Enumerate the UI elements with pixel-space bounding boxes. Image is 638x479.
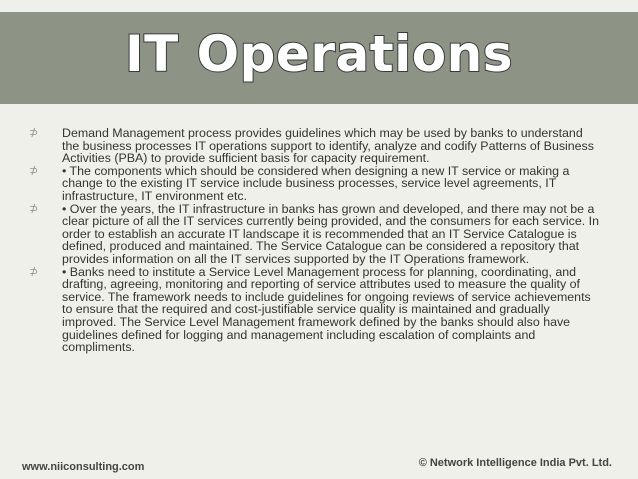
bullet-text: • Over the years, the IT infrastructure in banks has grown and developed, and there may not be a clear picture of all the IT services currently being provided, and the consumers for each service. In order to establish an accurate IT landscape it is recommended that an IT Service Catalogue is defined, produced and maintained. The Service Catalogue can be considered a repository that provides information on all the IT services supported by the IT Operations framework. [62, 201, 599, 266]
ornament-bullet-icon: ⊅ [29, 265, 39, 278]
ornament-bullet-icon: ⊅ [29, 164, 39, 177]
bullet-item [24, 266, 599, 354]
bullet-item [24, 203, 599, 266]
bullet-text: • The components which should be considered when designing a new IT service or making a change to the existing IT service include business processes, service level agreements, IT infrastructure, IT environment etc. [62, 163, 570, 203]
ornament-bullet-icon: ⊅ [29, 202, 39, 215]
bullet-text: • Banks need to institute a Service Level Management process for planning, coordinating, and drafting, agreeing, monitoring and reporting of service attributes used to measure the quality of service. The framework needs to include guidelines for ongoing reviews of service achievements to ensure that the required and cost-justifiable service quality is maintained and gradually improved. The Service Level Management framework defined by the banks should also have guidelines defined for logging and management including escalation of complaints and compliments. [62, 264, 591, 355]
footer-copyright: © Network Intelligence India Pvt. Ltd. [418, 457, 612, 469]
bullet-item [24, 127, 599, 165]
footer-website: www.niiconsulting.com [22, 461, 145, 473]
bullet-text: Demand Management process provides guidelines which may be used by banks to understand the business processes IT operations support to identify, analyze and codify Patterns of Business Activities (PBA) to provide sufficient basis for capacity requirement. [62, 126, 594, 166]
ornament-bullet-icon: ⊅ [29, 127, 39, 139]
bullet-item [24, 165, 599, 203]
bullet-list [24, 127, 599, 354]
slide-title: IT Operations [125, 25, 513, 83]
